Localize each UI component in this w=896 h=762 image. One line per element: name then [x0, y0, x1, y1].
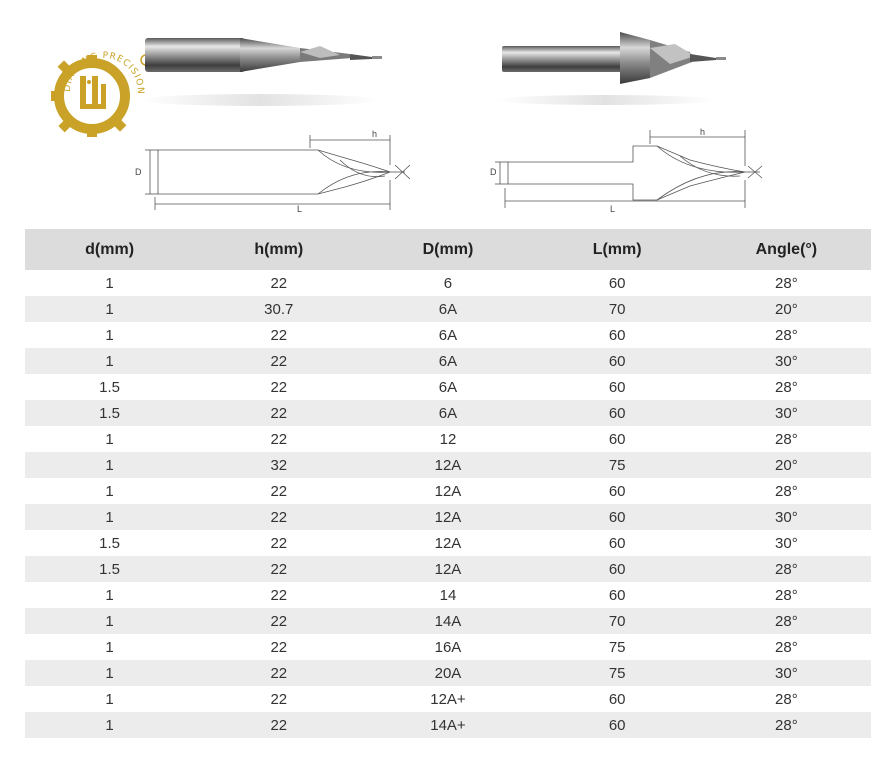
cell-h: 22 [194, 712, 363, 738]
cell-d: 1 [25, 634, 194, 660]
table-row [25, 452, 871, 478]
table-row [25, 400, 871, 426]
cell-angle: 30° [702, 660, 871, 686]
cell-d: 1 [25, 426, 194, 452]
table-row [25, 426, 871, 452]
cell-d: 1 [25, 270, 194, 296]
cell-L: 60 [533, 270, 702, 296]
table-row [25, 712, 871, 738]
cell-L: 60 [533, 582, 702, 608]
cell-h: 22 [194, 374, 363, 400]
cell-d: 1 [25, 712, 194, 738]
cell-angle: 28° [702, 556, 871, 582]
dim-label-D-left: D [135, 167, 142, 177]
column-header-h: h(mm) [194, 229, 363, 270]
cell-L: 60 [533, 556, 702, 582]
cell-L: 70 [533, 296, 702, 322]
cell-d: 1 [25, 504, 194, 530]
table-row [25, 374, 871, 400]
cell-angle: 28° [702, 712, 871, 738]
cell-angle: 28° [702, 634, 871, 660]
table-row [25, 686, 871, 712]
cell-angle: 20° [702, 296, 871, 322]
cell-L: 60 [533, 322, 702, 348]
cell-D: 14A+ [363, 712, 532, 738]
cell-h: 22 [194, 270, 363, 296]
cell-d: 1.5 [25, 556, 194, 582]
table-row [25, 478, 871, 504]
cell-D: 6A [363, 348, 532, 374]
table-row [25, 322, 871, 348]
cell-d: 1.5 [25, 374, 194, 400]
cell-D: 20A [363, 660, 532, 686]
cell-D: 6A [363, 400, 532, 426]
tool-photo-right [495, 32, 726, 105]
table-row [25, 348, 871, 374]
cell-d: 1.5 [25, 530, 194, 556]
column-header-angle: Angle(°) [702, 229, 871, 270]
cell-angle: 20° [702, 452, 871, 478]
cell-angle: 28° [702, 374, 871, 400]
dim-label-L-right: L [610, 204, 616, 214]
cell-D: 12A [363, 530, 532, 556]
technical-drawing-right [495, 130, 762, 208]
cell-L: 75 [533, 660, 702, 686]
table-row [25, 296, 871, 322]
cell-d: 1 [25, 478, 194, 504]
cell-angle: 30° [702, 348, 871, 374]
cell-d: 1.5 [25, 400, 194, 426]
table-row [25, 530, 871, 556]
spec-table [25, 229, 871, 738]
cell-D: 14 [363, 582, 532, 608]
cell-L: 75 [533, 452, 702, 478]
cell-L: 60 [533, 686, 702, 712]
cell-angle: 28° [702, 686, 871, 712]
cell-D: 12A [363, 504, 532, 530]
cell-h: 22 [194, 504, 363, 530]
cell-h: 22 [194, 478, 363, 504]
product-figure [0, 0, 896, 222]
table-row [25, 504, 871, 530]
cell-h: 22 [194, 530, 363, 556]
cell-L: 60 [533, 348, 702, 374]
dim-label-D-right: D [490, 167, 497, 177]
cell-D: 6A [363, 322, 532, 348]
cell-h: 32 [194, 452, 363, 478]
table-row [25, 582, 871, 608]
cell-d: 1 [25, 348, 194, 374]
cell-D: 12A [363, 556, 532, 582]
cell-d: 1 [25, 660, 194, 686]
cell-h: 30.7 [194, 296, 363, 322]
cell-angle: 28° [702, 270, 871, 296]
cell-D: 12 [363, 426, 532, 452]
cell-L: 75 [533, 634, 702, 660]
cell-d: 1 [25, 452, 194, 478]
cell-D: 12A [363, 478, 532, 504]
cell-D: 12A+ [363, 686, 532, 712]
cell-h: 22 [194, 348, 363, 374]
cell-h: 22 [194, 556, 363, 582]
cell-L: 60 [533, 426, 702, 452]
dim-label-h-left: h [372, 129, 378, 139]
cell-h: 22 [194, 686, 363, 712]
cell-D: 14A [363, 608, 532, 634]
cell-L: 70 [533, 608, 702, 634]
cell-L: 60 [533, 400, 702, 426]
table-row [25, 660, 871, 686]
cell-L: 60 [533, 374, 702, 400]
cell-angle: 28° [702, 478, 871, 504]
cell-D: 6A [363, 296, 532, 322]
cell-h: 22 [194, 634, 363, 660]
cell-L: 60 [533, 530, 702, 556]
tool-photo-left [140, 38, 382, 106]
cell-angle: 28° [702, 582, 871, 608]
cell-angle: 30° [702, 504, 871, 530]
cell-d: 1 [25, 322, 194, 348]
cell-D: 6 [363, 270, 532, 296]
table-header-row [25, 229, 871, 270]
dim-label-h-right: h [700, 127, 706, 137]
cell-d: 1 [25, 296, 194, 322]
technical-drawing-left [145, 135, 410, 210]
cell-d: 1 [25, 686, 194, 712]
table-row [25, 270, 871, 296]
cell-D: 16A [363, 634, 532, 660]
table-row [25, 556, 871, 582]
cell-angle: 30° [702, 400, 871, 426]
cell-L: 60 [533, 478, 702, 504]
column-header-D: D(mm) [363, 229, 532, 270]
cell-h: 22 [194, 660, 363, 686]
cell-angle: 28° [702, 608, 871, 634]
cell-h: 22 [194, 426, 363, 452]
gear-icon [51, 55, 126, 137]
cell-D: 12A [363, 452, 532, 478]
cell-d: 1 [25, 582, 194, 608]
cell-angle: 28° [702, 322, 871, 348]
dim-label-L-left: L [297, 204, 303, 214]
cell-angle: 28° [702, 426, 871, 452]
cell-h: 22 [194, 400, 363, 426]
cell-d: 1 [25, 608, 194, 634]
cell-L: 60 [533, 504, 702, 530]
table-row [25, 608, 871, 634]
brand-logo [51, 51, 151, 137]
brand-arc-text: DIA LING PRECISION [62, 50, 146, 95]
cell-D: 6A [363, 374, 532, 400]
cell-L: 60 [533, 712, 702, 738]
cell-h: 22 [194, 322, 363, 348]
column-header-L: L(mm) [533, 229, 702, 270]
cell-h: 22 [194, 582, 363, 608]
cell-h: 22 [194, 608, 363, 634]
table-row [25, 634, 871, 660]
column-header-d: d(mm) [25, 229, 194, 270]
cell-angle: 30° [702, 530, 871, 556]
